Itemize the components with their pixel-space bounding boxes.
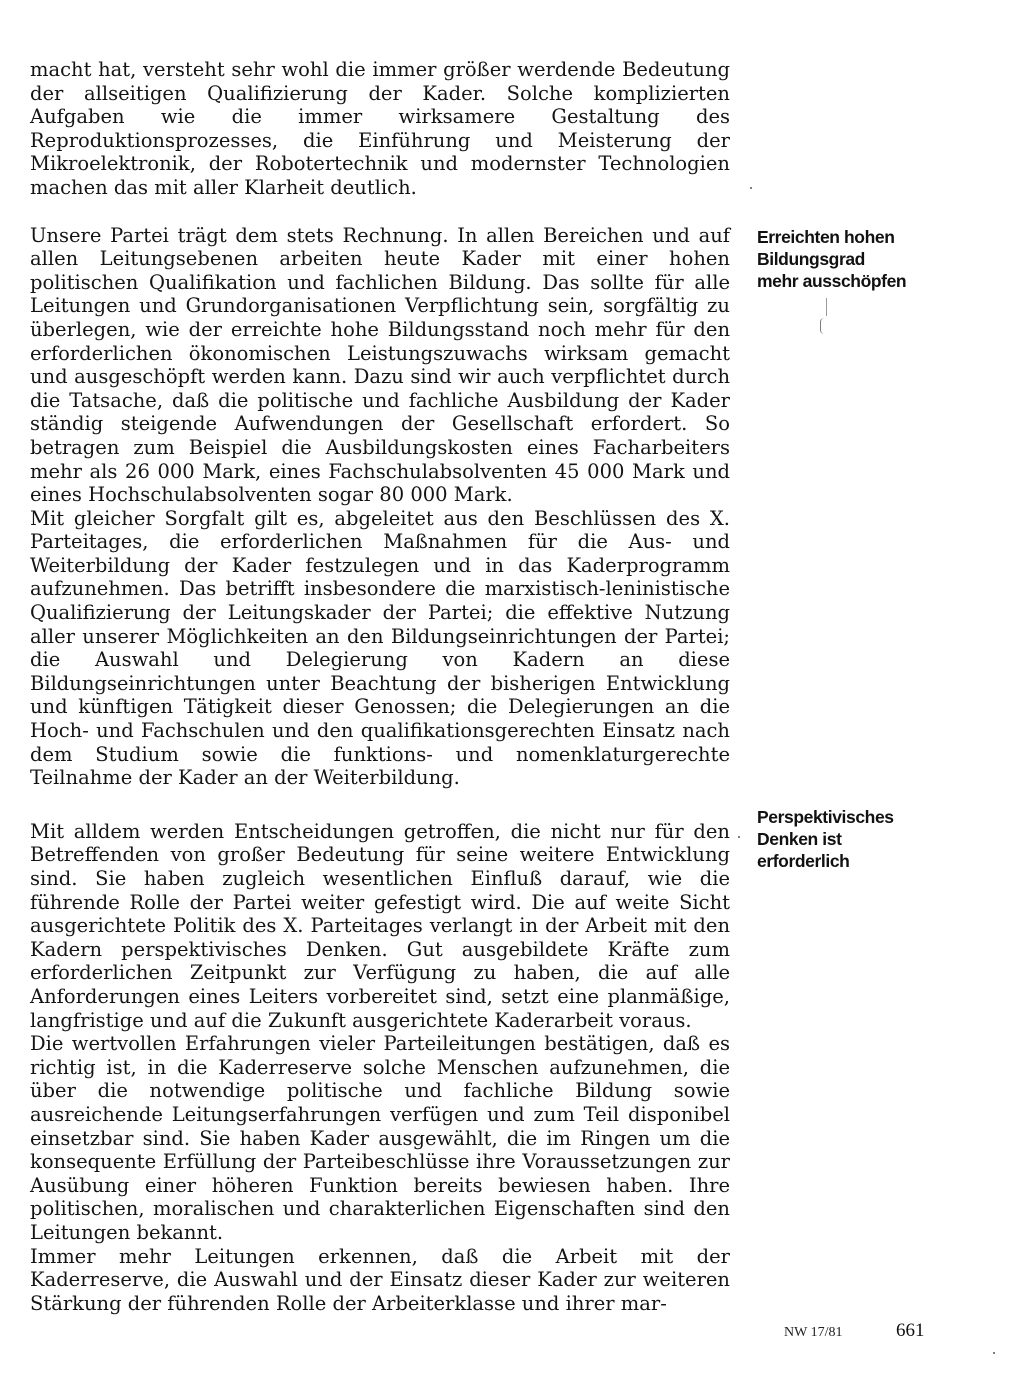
- paragraph-1: macht hat, versteht sehr wohl die immer größer werdende Bedeutung der allseitigen Qualifizierung der Kader. Solche komplizierten Aufgaben wie die immer wirksamere Gestaltung des Reproduktionsprozesses, die Einführung und Meisterung der Mikroelektronik, der Robotertechnik und modernster Technologien machen das mit aller Klarheit deutlich.: [30, 58, 730, 199]
- margin-note-line: Denken ist: [757, 829, 842, 849]
- margin-note-bildungsgrad: [757, 226, 906, 292]
- journal-issue: NW 17/81: [784, 1325, 843, 1340]
- margin-note-perspektivisches-denken: [757, 806, 894, 872]
- margin-note-line: mehr ausschöpfen: [757, 271, 907, 291]
- scan-speck: [738, 836, 740, 838]
- margin-note-line: Bildungsgrad: [757, 249, 865, 269]
- paragraph-4: Mit alldem werden Entscheidungen getroffen, die nicht nur für den Betreffenden von großer Bedeutung für seine weitere Entwicklung sind. Sie haben zugleich wesentlichen Einfluß darauf, wie die führende Rolle der Partei weiter gefestigt wird. Die auf weite Sicht ausgerichtete Politik des X. Parteitages verlangt in der Arbeit mit den Kadern perspektivisches Denken. Gut ausgebildete Kräfte zum erforderlichen Zeitpunkt zur Verfügung zu haben, die auf alle Anforderungen eines Leiters vorbereitet sind, setzt eine planmäßige, langfristige und auf die Zukunft ausgerichtete Kaderarbeit voraus.: [30, 819, 730, 1032]
- paragraph-2: Unsere Partei trägt dem stets Rechnung. In allen Bereichen und auf allen Leitungsebenen arbeiten heute Kader mit einer hohen politischen Qualifikation und fachlichen Bildung. Das sollte für alle Leitungen und Grundorganisationen Verpflichtung sein, sorgfältig zu überlegen, wie der erreichte hohe Bildungsstand noch mehr für den erforderlichen ökonomischen Leistungszuwachs wirksam gemacht und ausgeschöpft werden kann. Dazu sind wir auch verpflichtet durch die Tatsache, daß die politische und fachliche Ausbildung der Kader ständig steigende Aufwendungen der Gesellschaft erfordert. So betragen zum Beispiel die Ausbildungskosten eines Facharbeiters mehr als 26 000 Mark, eines Fachschulabsolventen 45 000 Mark und eines Hochschulabsolventen sogar 80 000 Mark.: [30, 223, 730, 507]
- margin-note-line: Erreichten hohen: [757, 227, 895, 247]
- margin-note-line: Perspektivisches: [757, 807, 894, 827]
- main-text-column: [30, 58, 730, 1315]
- pencil-mark: [826, 298, 827, 316]
- page-number: 661: [896, 1320, 925, 1341]
- scan-speck: [750, 187, 752, 189]
- paragraph-5: Die wertvollen Erfahrungen vieler Parteileitungen bestätigen, daß es richtig ist, in die Kaderreserve solche Menschen aufzunehmen, die über die notwendige politische und fachliche Bildung sowie ausreichende Leitungserfahrungen verfügen und zum Teil disponibel einsetzbar sind. Sie haben Kader ausgewählt, die im Ringen um die konsequente Erfüllung der Parteibeschlüsse ihre Voraussetzungen zur Ausübung einer höheren Funktion bereits bewiesen haben. Ihre politischen, moralischen und charakterlichen Eigenschaften sind den Leitungen bekannt.: [30, 1032, 730, 1244]
- pencil-mark: [820, 318, 824, 334]
- paragraph-3: Mit gleicher Sorgfalt gilt es, abgeleitet aus den Beschlüssen des X. Parteitages, die erforderlichen Maßnahmen für die Aus- und Weiterbildung der Kader festzulegen und in das Kaderprogramm aufzunehmen. Das betrifft insbesondere die marxistisch-leninistische Qualifizierung der Leitungskader der Partei; die effektive Nutzung aller unserer Möglichkeiten an den Bildungseinrichtungen der Partei; die Auswahl und Delegierung von Kadern an diese Bildungseinrichtungen unter Beachtung der bisherigen Entwicklung und künftigen Tätigkeit dieser Genossen; die Delegierungen an die Hoch- und Fachschulen und den qualifikationsgerechten Einsatz nach dem Studium sowie die funktions- und nomenklaturgerechte Teilnahme der Kader an der Weiterbildung.: [30, 506, 730, 790]
- margin-note-line: erforderlich: [757, 851, 850, 871]
- scan-speck: [993, 1352, 995, 1354]
- paragraph-6: Immer mehr Leitungen erkennen, daß die Arbeit mit der Kaderreserve, die Auswahl und der Einsatz dieser Kader zur weiteren Stärkung der führenden Rolle der Arbeiterklasse und ihrer mar-: [30, 1244, 730, 1315]
